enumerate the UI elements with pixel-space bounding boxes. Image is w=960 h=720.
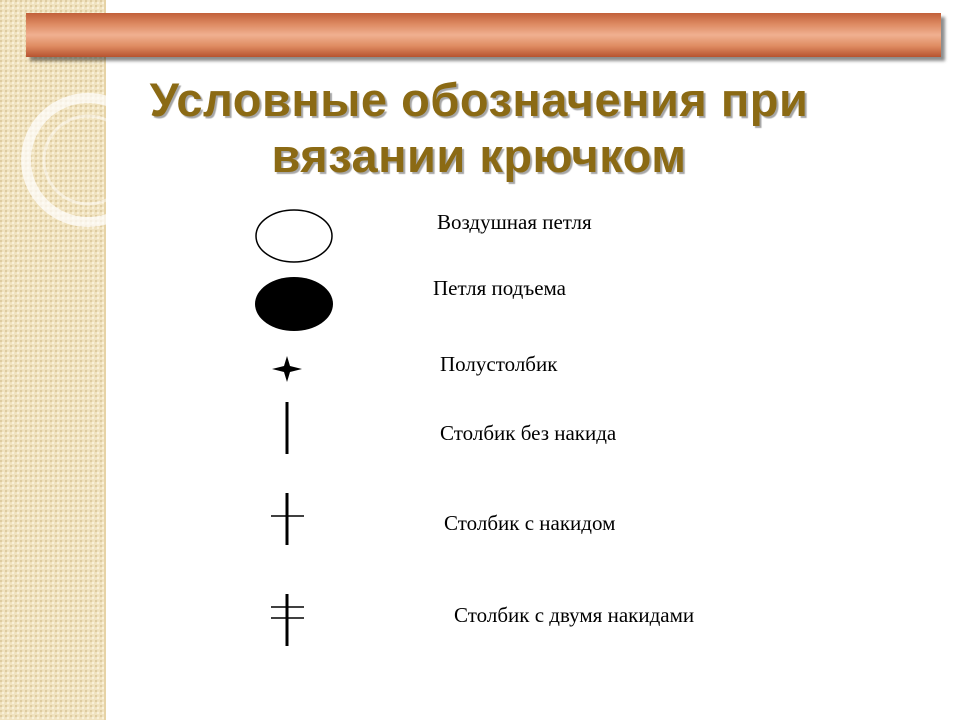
filled-oval-icon xyxy=(255,277,333,331)
line-one-crossbar-icon xyxy=(271,493,304,545)
label-double-crochet: Столбик с накидом xyxy=(444,511,616,535)
cross-star-icon xyxy=(272,356,302,382)
open-oval-icon xyxy=(256,210,332,262)
line-two-crossbars-icon xyxy=(271,594,304,646)
label-single-crochet: Столбик без накида xyxy=(440,421,617,445)
title-line-1: Условные обозначения при xyxy=(149,73,809,126)
label-half-stitch: Полустолбик xyxy=(440,352,558,376)
label-air-loop: Воздушная петля xyxy=(437,210,592,234)
label-lifting-loop: Петля подъема xyxy=(433,276,566,300)
label-treble-crochet: Столбик с двумя накидами xyxy=(454,603,695,627)
title-line-2: вязании крючком xyxy=(271,129,687,182)
